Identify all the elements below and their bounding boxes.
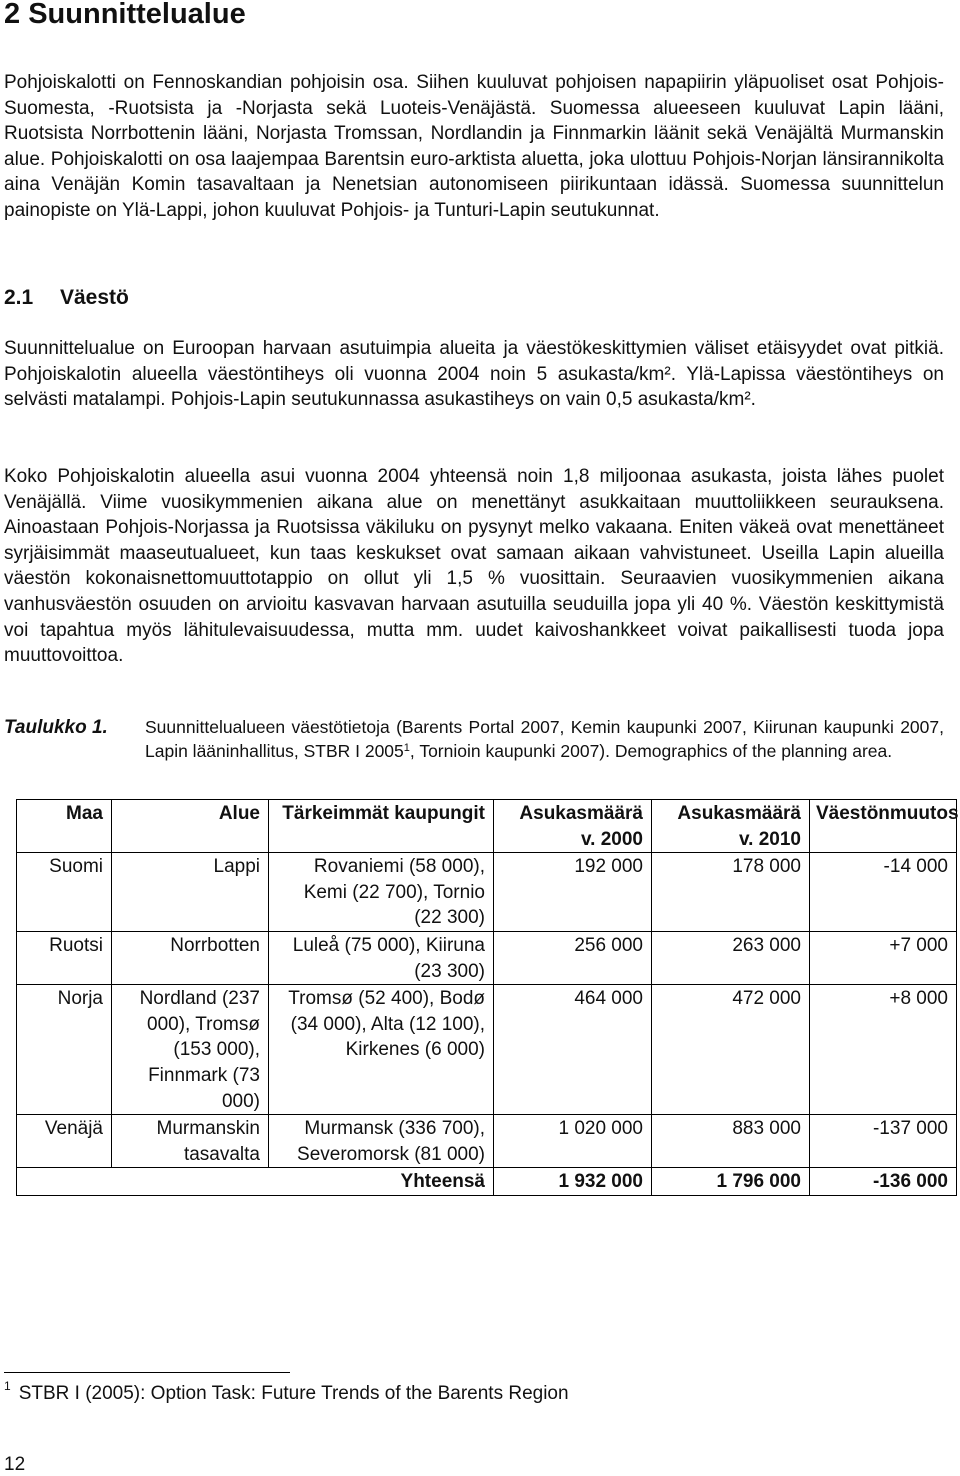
- chapter-number: 2: [4, 0, 21, 30]
- footnote-reference[interactable]: 1: [403, 741, 410, 754]
- cell-pop2000: 464 000: [494, 985, 652, 1115]
- cell-cities: Murmansk (336 700), Severomorsk (81 000): [269, 1115, 494, 1168]
- header-country: Maa: [17, 800, 112, 853]
- cell-region: Lappi: [112, 853, 269, 932]
- cell-change: -137 000: [810, 1115, 957, 1168]
- demographics-table: [16, 799, 957, 1196]
- cell-change: +7 000: [810, 931, 957, 984]
- table-row: [17, 1115, 957, 1168]
- header-cities: Tärkeimmät kaupungit: [269, 800, 494, 853]
- table-row: [17, 985, 957, 1115]
- footnote: [4, 1381, 569, 1407]
- total-label: Yhteensä: [269, 1168, 494, 1196]
- header-pop2000: Asukasmäärä v. 2000: [494, 800, 652, 853]
- cell-pop2000: 192 000: [494, 853, 652, 932]
- header-pop2010: Asukasmäärä v. 2010: [652, 800, 810, 853]
- section-number: 2.1: [4, 286, 34, 309]
- cell-pop2010: 263 000: [652, 931, 810, 984]
- intro-paragraph: Pohjoiskalotti on Fennoskandian pohjoisin osa. Siihen kuuluvat pohjoisen napapiirin yläpuoliset osat Pohjois-Suomesta, -Ruotsista ja -Norjasta sekä Luoteis-Venäjästä. Suomessa alueeseen kuuluvat Lapin lääni, Ruotsista Norrbottenin lääni, Norjasta Tromssan, Nordlandin ja Finnmarkin läänit sekä Venäjältä Murmanskin alue. Pohjoiskalotti on osa laajempaa Barentsin euro-arktista aluetta, joka ulottuu Pohjois-Norjan länsirannikolta aina Venäjän Komin tasavaltaan ja Nenetsian autonomiseen piirikuntaan idässä. Suomessa suunnittelun painopiste on Ylä-Lappi, johon kuuluvat Pohjois- ja Tunturi-Lapin seutukunnat.: [4, 72, 944, 221]
- density-paragraph: Suunnittelualue on Euroopan harvaan asutuimpia alueita ja väestökeskittymien väliset etäisyydet ovat pitkiä. Pohjoiskalotin alueella väestöntiheys oli vuonna 2004 noin 5 asukasta/km². Ylä-Lapissa väestöntiheys on selvästi matalampi. Pohjois-Lapin seutukunnassa asukastiheys on vain 0,5 asukasta/km².: [4, 338, 944, 411]
- table-row: [17, 853, 957, 932]
- caption-text-after: , Tornioin kaupunki 2007). Demographics of the planning area.: [409, 740, 893, 761]
- chapter-title: Suunnittelualue: [28, 0, 246, 30]
- header-region: Alue: [112, 800, 269, 853]
- section-title: Väestö: [60, 286, 129, 309]
- total-change: -136 000: [810, 1168, 957, 1196]
- total-blank-cell: [17, 1168, 269, 1196]
- cell-change: +8 000: [810, 985, 957, 1115]
- cell-pop2010: 883 000: [652, 1115, 810, 1168]
- footnote-text: STBR I (2005): Option Task: Future Trends of the Barents Region: [18, 1383, 569, 1404]
- page-number: 12: [4, 1454, 26, 1475]
- cell-region: Norrbotten: [112, 931, 269, 984]
- cell-country: Ruotsi: [17, 931, 112, 984]
- footnote-divider: [4, 1372, 290, 1373]
- table-header-row: [17, 800, 957, 853]
- population-paragraph: Koko Pohjoiskalotin alueella asui vuonna 2004 yhteensä noin 1,8 miljoonaa asukasta, joista lähes puolet Venäjällä. Viime vuosikymmenien aikana alue on menettänyt asukkaitaan muuttoliikkeen seurauksena. Ainoastaan Pohjois-Norjassa ja Ruotsissa väkiluku on pysynyt melko vakaana. Eniten väkeä ovat menettäneet syrjäisimmät maaseutualueet, kun taas keskukset ovat samaan aikaan vahvistuneet. Useilla Lapin alueilla väestön kokonaisnettomuuttotappio on ollut yli 1,5 % vuosittain. Seuraavien vuosikymmenien aikana vanhusväestön osuuden on arvioitu kasvavan harvaan asutuilla seuduilla jopa yli 40 %. Väestön keskittymistä voi tapahtua myös lähitulevaisuudessa, mutta mm. uudet kaivoshankkeet voivat paikallisesti tuoda jopa muuttovoittoa.: [4, 466, 944, 667]
- cell-cities: Luleå (75 000), Kiiruna (23 300): [269, 931, 494, 984]
- table-caption-label: Taulukko 1.: [4, 717, 108, 738]
- total-pop2010: 1 796 000: [652, 1168, 810, 1196]
- cell-country: Venäjä: [17, 1115, 112, 1168]
- cell-cities: Rovaniemi (58 000), Kemi (22 700), Tornio (22 300): [269, 853, 494, 932]
- cell-pop2000: 256 000: [494, 931, 652, 984]
- cell-cities: Tromsø (52 400), Bodø (34 000), Alta (12 100), Kirkenes (6 000): [269, 985, 494, 1115]
- table-row: [17, 931, 957, 984]
- cell-pop2000: 1 020 000: [494, 1115, 652, 1168]
- cell-change: -14 000: [810, 853, 957, 932]
- cell-region: Murmanskin tasavalta: [112, 1115, 269, 1168]
- cell-region: Nordland (237 000), Tromsø (153 000), Finnmark (73 000): [112, 985, 269, 1115]
- caption-text-before: Suunnittelualueen väestötietoja (Barents Portal 2007, Kemin kaupunki 2007, Kiirunan kaupunki 2007, Lapin lääninhallitus, STBR I 2005: [145, 717, 944, 761]
- chapter-heading: [4, 0, 246, 34]
- cell-country: Norja: [17, 985, 112, 1115]
- section-heading: [4, 283, 129, 313]
- table-total-row: [17, 1168, 957, 1196]
- table-caption-text: [145, 716, 944, 763]
- cell-pop2010: 178 000: [652, 853, 810, 932]
- cell-pop2010: 472 000: [652, 985, 810, 1115]
- total-pop2000: 1 932 000: [494, 1168, 652, 1196]
- cell-country: Suomi: [17, 853, 112, 932]
- footnote-mark: 1: [4, 1379, 11, 1393]
- header-change: Väestönmuutos: [810, 800, 957, 853]
